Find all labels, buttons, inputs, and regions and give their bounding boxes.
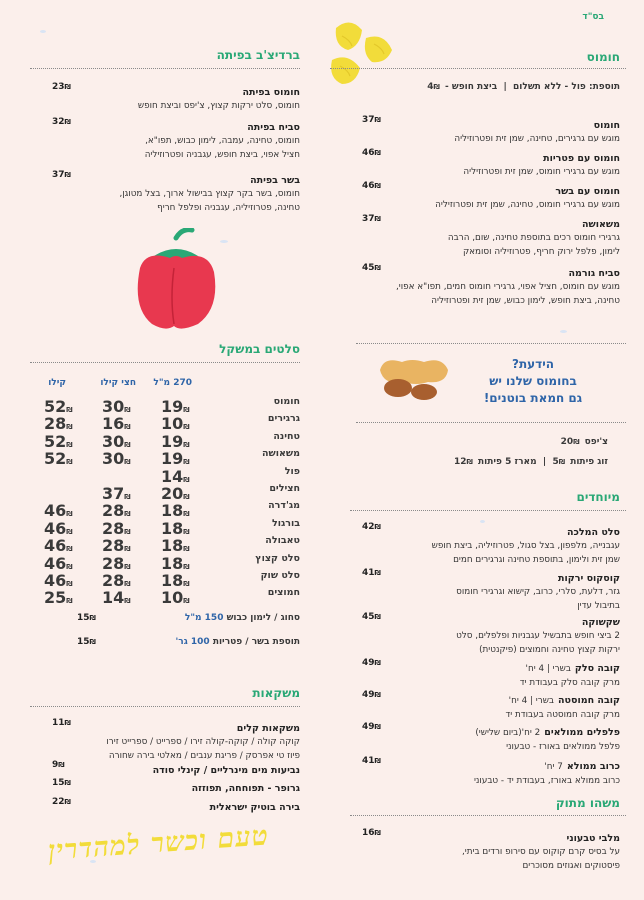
currency-icon: ₪ (66, 562, 73, 571)
salad-price-value: 28 (102, 518, 125, 538)
currency-icon: ₪ (124, 510, 131, 519)
item-desc: חומוס, בשר בקר קצוץ בבישול ארוך, בצל מטוגן, (119, 189, 300, 199)
item-name: משקאות קלים (236, 723, 300, 734)
price-value: 49 (362, 658, 375, 668)
chips-line: צ'יפס 20₪ (560, 437, 608, 447)
menu-item (475, 720, 620, 754)
salad-price-c (44, 414, 75, 433)
salad-price-value: 18 (161, 501, 184, 521)
salad-price-value: 46 (44, 518, 67, 538)
salad-price-value: 28 (102, 571, 125, 590)
salad-price-a (161, 397, 192, 416)
item-desc: פיסטוקים ואגוזים מסוכרים (522, 861, 620, 871)
price-value: 37 (362, 115, 375, 125)
extra2-name: תוספת בשר / פטריות (212, 637, 300, 647)
item-price (362, 722, 383, 732)
menu-item (474, 754, 620, 788)
salad-name: גרגירים (267, 413, 300, 425)
price-value: 41 (362, 568, 375, 578)
item-price (52, 778, 73, 788)
item-tag: 2 יח'(ביום שלישי) (475, 728, 541, 738)
item-desc: טחינה, פטרוזיליה, עגבניה ופלפל חריף (157, 203, 300, 213)
salad-price-value: 30 (102, 449, 125, 469)
salad-name: משאושה (262, 448, 300, 460)
currency-icon: ₪ (183, 545, 190, 554)
currency-icon: ₪ (124, 406, 131, 414)
salad-price-value: 46 (44, 571, 67, 590)
addon-label: תוספת: פול (571, 82, 620, 92)
price-value: 41 (362, 756, 375, 766)
salad-price-a (161, 414, 192, 433)
pita-pair-price: 5 (552, 457, 559, 467)
salad-price-a (161, 449, 192, 468)
menu-item (448, 212, 620, 259)
price-value: 15 (52, 778, 65, 788)
price-value: 49 (362, 722, 375, 732)
salad-price-value: 52 (44, 449, 67, 469)
salad-price-value: 28 (44, 414, 67, 434)
pita-section-rule (30, 68, 300, 69)
item-name: משאושה (582, 219, 620, 230)
item-name: מלבי טבעוני (566, 833, 620, 844)
item-desc: מרק קובה סלק בעבודת יד (519, 678, 620, 688)
currency-icon: ₪ (374, 215, 381, 223)
addon-egg: ביצת חופש (451, 82, 498, 92)
currency-icon: ₪ (66, 423, 73, 432)
salad-price-value: 18 (161, 571, 184, 590)
salad-price-value: 10 (161, 588, 184, 608)
price-value: 37 (52, 170, 65, 180)
currency-icon: ₪ (374, 723, 381, 731)
chips-price: 20 (560, 437, 574, 447)
currency-icon: ₪ (64, 719, 71, 727)
item-desc: גזר, דלעת, סלרי, כרוב, קישוא וגרגירי חומוס (456, 587, 620, 597)
pita-pair-label: זוג פיתות (570, 457, 608, 467)
salad-price-a (161, 536, 192, 555)
menu-item (396, 261, 620, 308)
item-name: סביח בפיתה (247, 122, 300, 133)
salad-price-value: 14 (161, 466, 184, 486)
salad-price-value: 19 (161, 397, 184, 416)
salad-price-value: 46 (44, 553, 67, 573)
salad-price-b (102, 554, 133, 573)
salad-price-c (44, 432, 75, 451)
price-value: 22 (52, 797, 65, 807)
addon-egg-price: 4 (427, 82, 434, 92)
currency-icon: ₪ (64, 118, 71, 126)
currency-icon: ₪ (183, 510, 190, 519)
item-price (362, 690, 383, 700)
salad-price-value: 30 (102, 397, 125, 416)
salad-price-value: 10 (161, 414, 184, 434)
price-value: 23 (52, 82, 65, 92)
currency-icon: ₪ (124, 493, 131, 501)
item-price (362, 522, 383, 532)
currency-icon: ₪ (183, 406, 190, 414)
item-desc: עגבנייה, מלפפון, בצל סגול, פטרוזיליה, ביצת חופש (431, 541, 620, 551)
hummus-title: חומוס (586, 50, 620, 64)
salads-extra-2-price: 15₪ (77, 637, 96, 647)
pita-five-price: 12 (454, 457, 467, 467)
currency-icon: ₪ (64, 779, 71, 787)
price-value: 37 (362, 214, 375, 224)
menu-item (435, 179, 620, 212)
item-price (52, 718, 73, 728)
item-name: קובה סלק (574, 663, 620, 674)
currency-icon: ₪ (374, 659, 381, 667)
menu-item (456, 610, 620, 657)
pita-five-label: מארז 5 פיתות (478, 457, 537, 467)
salad-price-b (102, 571, 133, 590)
price-value: 9 (52, 760, 59, 770)
extra1-name: סחוג / לימון כבוש (226, 613, 300, 623)
item-desc: פיוז טי אפרסק / פריגת ענבים / מאלטי בירה שחורה (108, 751, 300, 761)
currency-icon: ₪ (124, 458, 131, 467)
currency-icon: ₪ (124, 423, 131, 432)
price-value: 45 (362, 612, 375, 622)
pepper-illustration (130, 228, 222, 332)
currency-icon: ₪ (64, 171, 71, 179)
item-name: סביח גורמה (568, 268, 620, 279)
salad-price-a (161, 501, 192, 520)
currency-icon: ₪ (374, 613, 381, 621)
did-you-know-rule-top (356, 343, 626, 344)
item-desc: חציל אפוי, ביצת חופש, עגבניה ופטרוזיליה (144, 150, 300, 160)
item-name: גרופר - תפוחחה, תפוזזה (191, 783, 300, 794)
salad-price-c (44, 588, 75, 607)
currency-icon: ₪ (183, 493, 190, 501)
price-value: 49 (362, 690, 375, 700)
salad-name: סלט שוק (260, 570, 300, 581)
currency-icon: ₪ (66, 440, 73, 449)
salad-price-b (102, 449, 133, 468)
extra1-unit: 150 מ"ל (184, 613, 224, 623)
item-price (52, 797, 73, 807)
menu-item (153, 758, 300, 777)
currency-icon: ₪ (183, 440, 190, 449)
item-price (52, 117, 73, 127)
item-name: נביעות מים מינרליים / קינלי סודה (152, 765, 300, 776)
item-price (52, 82, 73, 92)
salad-price-b (102, 588, 133, 607)
currency-icon: ₪ (374, 829, 381, 837)
currency-icon: ₪ (124, 527, 131, 536)
salad-price-a (161, 467, 192, 486)
salad-price-a (161, 588, 192, 607)
salad-price-value: 30 (102, 431, 125, 451)
currency-icon: ₪ (374, 691, 381, 699)
item-desc: מוגש עם גרגירים, טחינה, שמן זית ופטרוזיליה (454, 134, 620, 144)
item-price (362, 263, 383, 273)
salad-price-a (161, 571, 192, 590)
item-name: בשר בפיתה (250, 175, 300, 186)
item-desc: על בסיס קרם קוקוס עם סירופ ורדים ביתי, (461, 847, 620, 857)
salad-price-value: 52 (44, 397, 67, 416)
sweet-title: משהו מתוק (555, 796, 620, 810)
peanuts-illustration (376, 352, 452, 404)
currency-icon: ₪ (66, 510, 73, 519)
item-tag: בשרי | 4 יח' (525, 664, 571, 674)
currency-icon: ₪ (64, 83, 71, 91)
currency-icon: ₪ (124, 440, 131, 449)
salad-price-b (102, 397, 133, 416)
salad-price-c (44, 536, 75, 555)
salad-price-c (44, 554, 75, 573)
salad-name: פול (284, 465, 300, 477)
item-desc: כרוב ממולא באורז, בעבודת יד - טבעוני (473, 776, 620, 786)
salad-name: טאבולה (265, 535, 300, 547)
item-name: שקשוקה (581, 617, 620, 628)
currency-icon: ₪ (66, 458, 73, 467)
salad-price-b (102, 432, 133, 451)
price-value: 42 (362, 522, 375, 532)
price-value: 45 (362, 263, 375, 273)
pita-section-title: ברדיצ'ב בפיתה (216, 48, 300, 62)
sweet-rule (350, 815, 626, 816)
menu-item (106, 716, 300, 763)
currency-icon: ₪ (124, 580, 131, 588)
currency-icon: ₪ (58, 761, 65, 769)
currency-icon: ₪ (374, 757, 381, 765)
salad-price-c (44, 571, 75, 590)
item-desc: מרק קובה חמוסטה בעבודת יד (505, 710, 620, 720)
currency-icon: ₪ (374, 523, 381, 531)
menu-item (192, 776, 300, 795)
price-value: 11 (52, 718, 65, 728)
currency-icon: ₪ (64, 798, 71, 806)
specials-title: מיוחדים (576, 490, 620, 504)
salad-price-b (102, 536, 133, 555)
salad-price-a (161, 554, 192, 573)
item-name: חומוס עם בשר (555, 186, 620, 197)
hummus-rule (330, 68, 626, 69)
menu-item (210, 795, 300, 814)
salad-name: סלט קצוץ (255, 552, 300, 564)
price-value: 46 (362, 148, 375, 158)
item-desc: חומוס, טחינה, עמבה, לימון כבוש, תפו"א, (145, 136, 300, 146)
item-price (362, 148, 383, 158)
currency-icon: ₪ (183, 597, 190, 606)
salad-price-b (102, 414, 133, 433)
item-name: פלפלים ממולאים (544, 727, 620, 738)
item-desc: חומוס, סלט ירקות קצוץ, צ'יפס וביצת חופש (137, 101, 300, 111)
currency-icon: ₪ (124, 597, 131, 606)
salad-price-value: 28 (102, 536, 125, 556)
item-price (362, 828, 383, 838)
did-you-know-box (458, 356, 608, 407)
currency-icon: ₪ (374, 264, 381, 272)
currency-icon: ₪ (66, 597, 73, 606)
price-value: 16 (362, 828, 375, 838)
salad-price-value: 28 (102, 501, 125, 521)
item-desc: לימון, פלפל ירוק חריף, פטרוזיליה וסומאק (462, 247, 620, 257)
menu-item (462, 826, 620, 873)
specials-rule (350, 510, 626, 511)
item-desc: מוגש עם חומוס, חציל אפוי, גרגירי חומוס חמים, תפו"א אפוי, (395, 282, 620, 292)
item-price (362, 658, 383, 668)
salads-header-270: 270 מ"ל (153, 378, 192, 388)
did-line-1: הידעת? (512, 357, 554, 371)
currency-icon: ₪ (124, 562, 131, 571)
menu-item (119, 168, 300, 215)
item-desc: 2 ביצי חופש בתבשיל עגבניות ופלפלים, סלט (456, 631, 620, 641)
salad-price-value: 28 (102, 553, 125, 573)
menu-item (145, 115, 300, 162)
item-desc: שמן זית ולימון, בתוספת טחינה וגרגירים חמים (453, 555, 620, 565)
menu-item (454, 113, 620, 146)
chips-label: צ'יפס (584, 437, 608, 447)
salads-header-kilo: קילו (48, 378, 66, 388)
bsd-mark: בס"ד (582, 12, 604, 22)
item-desc: מוגש עם גרגירי חומוס, שמן זית ופטרוזיליה (463, 167, 620, 177)
item-desc: טחינה, ביצת חופש, לימון כבוש, שמן זית ופטרוזיליה (431, 296, 620, 306)
item-desc: ירקות קצוץ טחינה וחמוצים (פיקנטית) (479, 645, 620, 655)
menu-item (463, 146, 620, 179)
currency-icon: ₪ (374, 149, 381, 157)
item-name: קוסקוס ירקות (558, 573, 620, 584)
item-price (52, 170, 73, 180)
item-desc: בתיבול עדין (577, 601, 620, 611)
salad-price-value: 18 (161, 536, 184, 556)
salad-name: טחינה (273, 430, 300, 442)
item-name: חומוס (593, 120, 620, 131)
item-desc: פלפל ממולאים באורז - טבעוני (506, 742, 620, 752)
salads-title: סלטים במשקל (219, 342, 300, 356)
item-price (362, 568, 383, 578)
currency-icon: ₪ (66, 406, 73, 414)
did-you-know-rule-bottom (356, 422, 626, 423)
salads-extra-1-price: 15₪ (77, 613, 96, 623)
salad-name: מג'דרה (268, 500, 300, 512)
slogan: טעם וכשר למהדרין (47, 820, 270, 867)
currency-icon: ₪ (374, 116, 381, 124)
salads-extra-1 (185, 613, 300, 623)
currency-icon: ₪ (183, 580, 190, 588)
currency-icon: ₪ (66, 580, 73, 588)
item-tag: בשרי | 4 יח' (508, 696, 555, 706)
price-value: 32 (52, 117, 65, 127)
salad-name: בורגול (271, 517, 300, 529)
salad-price-b (102, 519, 133, 538)
salad-price-value: 19 (161, 431, 184, 451)
item-price (362, 115, 383, 125)
item-price (362, 214, 383, 224)
salad-price-value: 25 (44, 588, 67, 608)
item-name: קובה חמוסטה (558, 695, 620, 706)
did-line-2: בחומוס שלנו יש (489, 374, 577, 388)
item-name: חומוס עם פטריות (543, 153, 620, 164)
salad-name: חומוס (273, 396, 300, 407)
salads-rule (30, 362, 300, 363)
item-desc: קוקה קולה / קוקה-קולה זירו / ספרייט / ספרייט זירו (106, 737, 300, 747)
menu-item (456, 566, 620, 613)
currency-icon: ₪ (66, 527, 73, 536)
salad-price-a (161, 519, 192, 538)
hummus-addons: תוספת: פול - ללא תשלום | ביצת חופש - 4₪ (427, 82, 620, 92)
item-name: כרוב ממולא (566, 761, 620, 772)
salad-price-c (44, 397, 75, 416)
currency-icon: ₪ (183, 527, 190, 536)
salad-price-a (161, 432, 192, 451)
salad-price-c (44, 501, 75, 520)
item-desc: גרגירי חומוס רכים בתוספת טחינה, שום, הרבה (447, 233, 620, 243)
item-tag: 7 יח' (544, 762, 563, 772)
salad-price-value: 18 (161, 553, 184, 573)
salads-header-half: חצי קילו (100, 378, 136, 388)
price-value: 46 (362, 181, 375, 191)
salad-price-c (44, 519, 75, 538)
currency-icon: ₪ (183, 562, 190, 571)
salad-name: חמוצים (267, 587, 300, 599)
menu-item (520, 656, 620, 690)
drinks-title: משקאות (252, 686, 300, 700)
drinks-rule (30, 706, 300, 707)
currency-icon: ₪ (66, 545, 73, 554)
addon-free: ללא תשלום (513, 82, 562, 92)
salad-price-value: 18 (161, 518, 184, 538)
salad-price-a (161, 484, 192, 503)
currency-icon: ₪ (374, 569, 381, 577)
pita-line: זוג פיתות 5₪ | מארז 5 פיתות 12₪ (454, 457, 608, 467)
currency-icon: ₪ (183, 475, 190, 484)
salad-price-b (102, 484, 133, 503)
item-price (362, 612, 383, 622)
salads-extra-2 (176, 637, 300, 647)
salad-price-value: 52 (44, 431, 67, 451)
salad-price-value: 37 (102, 484, 125, 503)
currency-icon: ₪ (124, 545, 131, 554)
salad-price-b (102, 501, 133, 520)
menu-item (432, 520, 620, 567)
salad-price-value: 46 (44, 536, 67, 556)
salad-price-value: 46 (44, 501, 67, 521)
salad-name: חצילים (269, 483, 300, 494)
did-line-3: גם חמאת בוטנים! (483, 391, 583, 405)
item-price (362, 756, 383, 766)
item-name: בירה בוטיק ישראלית (209, 802, 300, 813)
item-name: חומוס בפיתה (242, 87, 300, 98)
salad-price-value: 20 (161, 484, 184, 503)
lemons-illustration (328, 16, 400, 88)
currency-icon: ₪ (183, 423, 190, 432)
item-price (362, 181, 383, 191)
menu-item (505, 688, 620, 722)
item-desc: מוגש עם גרגירי חומוס, טחינה, שמן זית ופטרוזיליה (435, 200, 620, 210)
currency-icon: ₪ (183, 458, 190, 467)
salad-price-value: 14 (102, 588, 125, 608)
item-price (52, 760, 67, 770)
currency-icon: ₪ (374, 182, 381, 190)
extra2-unit: 100 גר' (175, 637, 210, 647)
salad-price-value: 19 (161, 449, 184, 469)
salad-price-value: 16 (102, 414, 125, 434)
salad-price-c (44, 449, 75, 468)
item-name: סלט המלכה (566, 527, 620, 538)
menu-item (138, 80, 300, 113)
